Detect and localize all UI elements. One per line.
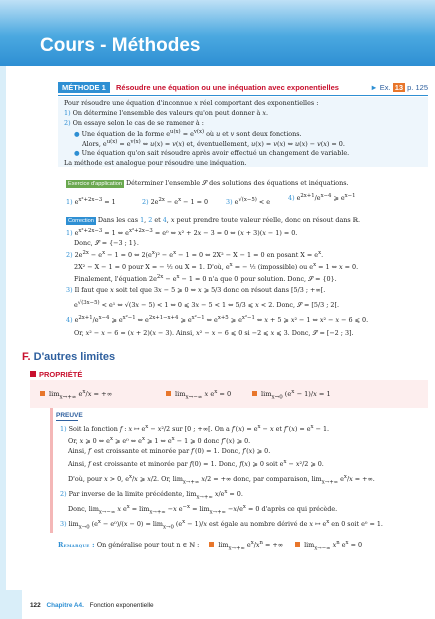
chapter-label: Chapitre A4. — [46, 602, 84, 609]
square-icon — [30, 371, 36, 377]
methode-tag: MÉTHODE 1 — [58, 82, 110, 93]
correction-intro: Dans les cas 1, 2 et 4, x peut prendre toute valeur réelle, donc on résout dans ℝ. — [97, 216, 361, 224]
exercice-item-2: 2) $2e^{2x} - e^x - 1 = 0$ — [142, 197, 209, 207]
preuve-line-5: D'où, pour x > 0, $e^x/x$ ⩾ x/2. Or, $\lim_{x\to+\infty} x/2$ = +∞ donc, par comparaison, $\lim_{x\to+\infty} e^x/x$ = +∞. — [68, 474, 375, 486]
preuve-line-3: Ainsi, f′ est croissante et minorée par f′(0) = 1. Donc, f′(x) ⩾ 0. — [68, 447, 271, 455]
methode-bullet-2: ● Une équation qu'on sait résoudre après avoir effectué un changement de variable. — [74, 149, 350, 157]
methode-divider — [58, 95, 428, 96]
chapter-title: Fonction exponentielle — [89, 602, 154, 609]
section-letter: F. — [22, 351, 31, 363]
methode-intro: Pour résoudre une équation d'inconnue x réel comportant des exponentielles : — [64, 99, 319, 107]
bullet-square-icon — [295, 542, 300, 547]
left-margin-strip — [0, 66, 6, 619]
correction-line-2: Donc, 𝒮 = {−3 ; 1}. — [74, 239, 139, 247]
page-footer — [30, 602, 154, 609]
page-title: Cours - Méthodes — [40, 35, 201, 56]
methode-title: Résoudre une équation ou une inéquation avec exponentielles — [116, 83, 339, 92]
exercice-item-4: 4) $e^{2x+1}/e^{x-4}$ ⩾ $e^{x-1}$ — [288, 193, 356, 203]
correction-line-6: 3) Il faut que x soit tel que 3x − 5 ⩾ 0 ⇔ x ⩾ 5/3 donc on résout dans [5/3 ; +∞[. — [66, 286, 326, 294]
correction-row — [66, 217, 360, 225]
correction-line-1: 1) $e^{x^2+2x-3} = 1$ ⇔ $e^{x^2+2x-3} = e^0$ ⇔ x² + 2x − 3 = 0 ⇔ (x + 3)(x − 1) = 0. — [66, 228, 298, 238]
preuve-line-4: Ainsi, f est croissante et minorée par f(0) = 1. Donc, f(x) ⩾ 0 soit $e^x - x^2/2$ ⩾ 0. — [68, 459, 324, 469]
preuve-line-2: Or, x ⩾ 0 ⇔ $e^x$ ⩾ e⁰ ⇔ $e^x$ ⩾ 1 ⇔ $e^x - 1$ ⩾ 0 donc f″(x) ⩾ 0. — [68, 436, 251, 446]
preuve-line-7: Donc, $\lim_{x\to-\infty} x$ $e^x = \lim_{x\to+\infty} -x$ $e^{-x} = \lim_{x\to+\infty} -x/e^x = 0$ d'après ce qui précède. — [68, 504, 338, 516]
correction-tag: Correction — [68, 218, 94, 224]
section-name: D'autres limites — [33, 351, 116, 363]
arrow-right-icon: ► — [370, 83, 378, 92]
remarque — [58, 540, 362, 551]
ref-page: p. 125 — [407, 83, 428, 92]
bullet-square-icon — [166, 391, 171, 396]
preuve-line-6: 2) Par inverse de la limite précédente, $\lim_{x\to+\infty} x/e^x = 0$. — [60, 489, 243, 501]
exercice-item-3: 3) $e^{√(x-5)} < e$ — [226, 197, 271, 207]
correction-line-7: $e^{√(3x-5)} < e^1$ ⇔ √(3x − 5) < 1 ⇔ 0 ⩽ 3x − 5 < 1 ⇔ 5/3 ⩽ x < 2. Donc, 𝒮 = [5/3 ; 2[. — [74, 300, 340, 310]
correction-line-8: 4) $e^{2x+1}/e^{x-4}$ ⩾ $e^{x^2-1}$ ⇔ $e^{2x+1-x+4}$ ⩾ $e^{x^2-1}$ ⇔ $e^{x+5}$ ⩾ $e^{x^2-1}$ ⇔ x + 5 ⩾ x² − 1 ⇔ x² − x − 6 ⩽ 0. — [66, 315, 369, 325]
ref-badge: 13 — [394, 83, 404, 92]
propriete-header — [30, 370, 82, 379]
methode-step-1: 1) On détermine l'ensemble des valeurs qu'on peut donner à x. — [64, 109, 269, 117]
correction-line-5: Finalement, l'équation $2e^{2x} - e^x - 1 = 0$ n'a que 0 pour solution. Donc, 𝒮 = {0}. — [74, 274, 337, 284]
methode-inequation-note: La méthode est analogue pour résoudre une inéquation. — [64, 159, 247, 167]
bullet-square-icon — [209, 542, 214, 547]
footer-strip — [0, 590, 22, 619]
exercice-row — [66, 180, 349, 188]
propriete-item-1: $\lim_{x\to+\infty} e^x/x$ = +∞ — [40, 390, 112, 401]
exercice-tag: Exercice d'application — [68, 181, 122, 187]
methode-header — [58, 82, 428, 95]
methode-step-2: 2) On essaye selon le cas de se ramener à : — [64, 119, 204, 127]
preuve-line-1: 1) Soit la fonction f : x ↦ $e^x - x^2/2$ sur [0 ; +∞[. On a $f'(x) = e^x - x$ et $f''(x) = e^x - 1$. — [60, 424, 330, 434]
correction-line-9: Or, x² − x − 6 = (x + 2)(x − 3). Ainsi, x² − x − 6 ⩽ 0 si −2 ⩽ x ⩽ 3. Donc, 𝒮 = [−2 ; 3]. — [74, 329, 354, 337]
exercise-reference[interactable] — [370, 83, 428, 92]
page-number: 122 — [30, 602, 41, 609]
preuve-header — [56, 412, 83, 421]
remarque-item-1: $\lim_{x\to+\infty} e^x/x^n$ = +∞ — [209, 541, 283, 549]
preuve-line-8: 3) $\lim_{x\to 0} (e^x - e^0)/(x - 0) = \lim_{x\to 0} (e^x - 1)/x$ est égale au nombre dérivé de x ↦ $e^x$ en 0 soit e⁰ = 1. — [60, 519, 383, 531]
remarque-label: Remarque : — [58, 541, 95, 550]
preuve-bar — [50, 408, 53, 533]
bullet-square-icon — [252, 391, 257, 396]
exercice-item-1: 1) $e^{x^2+2x-3} = 1$ — [66, 197, 116, 207]
preuve-label: PREUVE — [56, 412, 83, 419]
propriete-item-2: $\lim_{x\to-\infty} x$ $e^x = 0$ — [166, 390, 231, 401]
propriete-item-3: $\lim_{x\to 0} (e^x - 1)/x = 1$ — [252, 390, 331, 401]
ref-prefix: Ex. — [379, 83, 391, 92]
section-title — [22, 351, 115, 363]
propriete-label: PROPRIÉTÉ — [39, 370, 83, 379]
methode-bullet-1-detail: Alors, $e^{u(x)} = e^{v(x)}$ ⇔ u(x) = v(x) et, éventuellement, u(x) = v(x) ⇔ u(x) − v(x) = 0. — [82, 139, 345, 149]
exercice-statement: Déterminer l'ensemble 𝒮 des solutions des équations et inéquations. — [125, 179, 349, 187]
page-header — [0, 0, 435, 66]
correction-line-4: 2X² − X − 1 = 0 pour X = − ½ ou X = 1. D'où, $e^x$ = − ½ (impossible) ou $e^x = 1$ ⇔ x = 0. — [74, 262, 359, 272]
methode-bullet-1: ● Une équation de la forme $e^{u(x)} = e^{v(x)}$ où u et v sont deux fonctions. — [74, 129, 302, 139]
bullet-square-icon — [40, 391, 45, 396]
remarque-item-2: $\lim_{x\to-\infty} x^n$ $e^x = 0$ — [295, 541, 362, 549]
remarque-text: On généralise pour tout n ∈ ℕ : — [96, 541, 200, 550]
correction-line-3: 2) $2e^{2x} - e^x - 1 = 0$ ⇔ $2(e^x)^2 - e^x - 1 = 0$ ⇔ 2X² − X − 1 = 0 en posant $X = e^x$. — [66, 250, 324, 260]
